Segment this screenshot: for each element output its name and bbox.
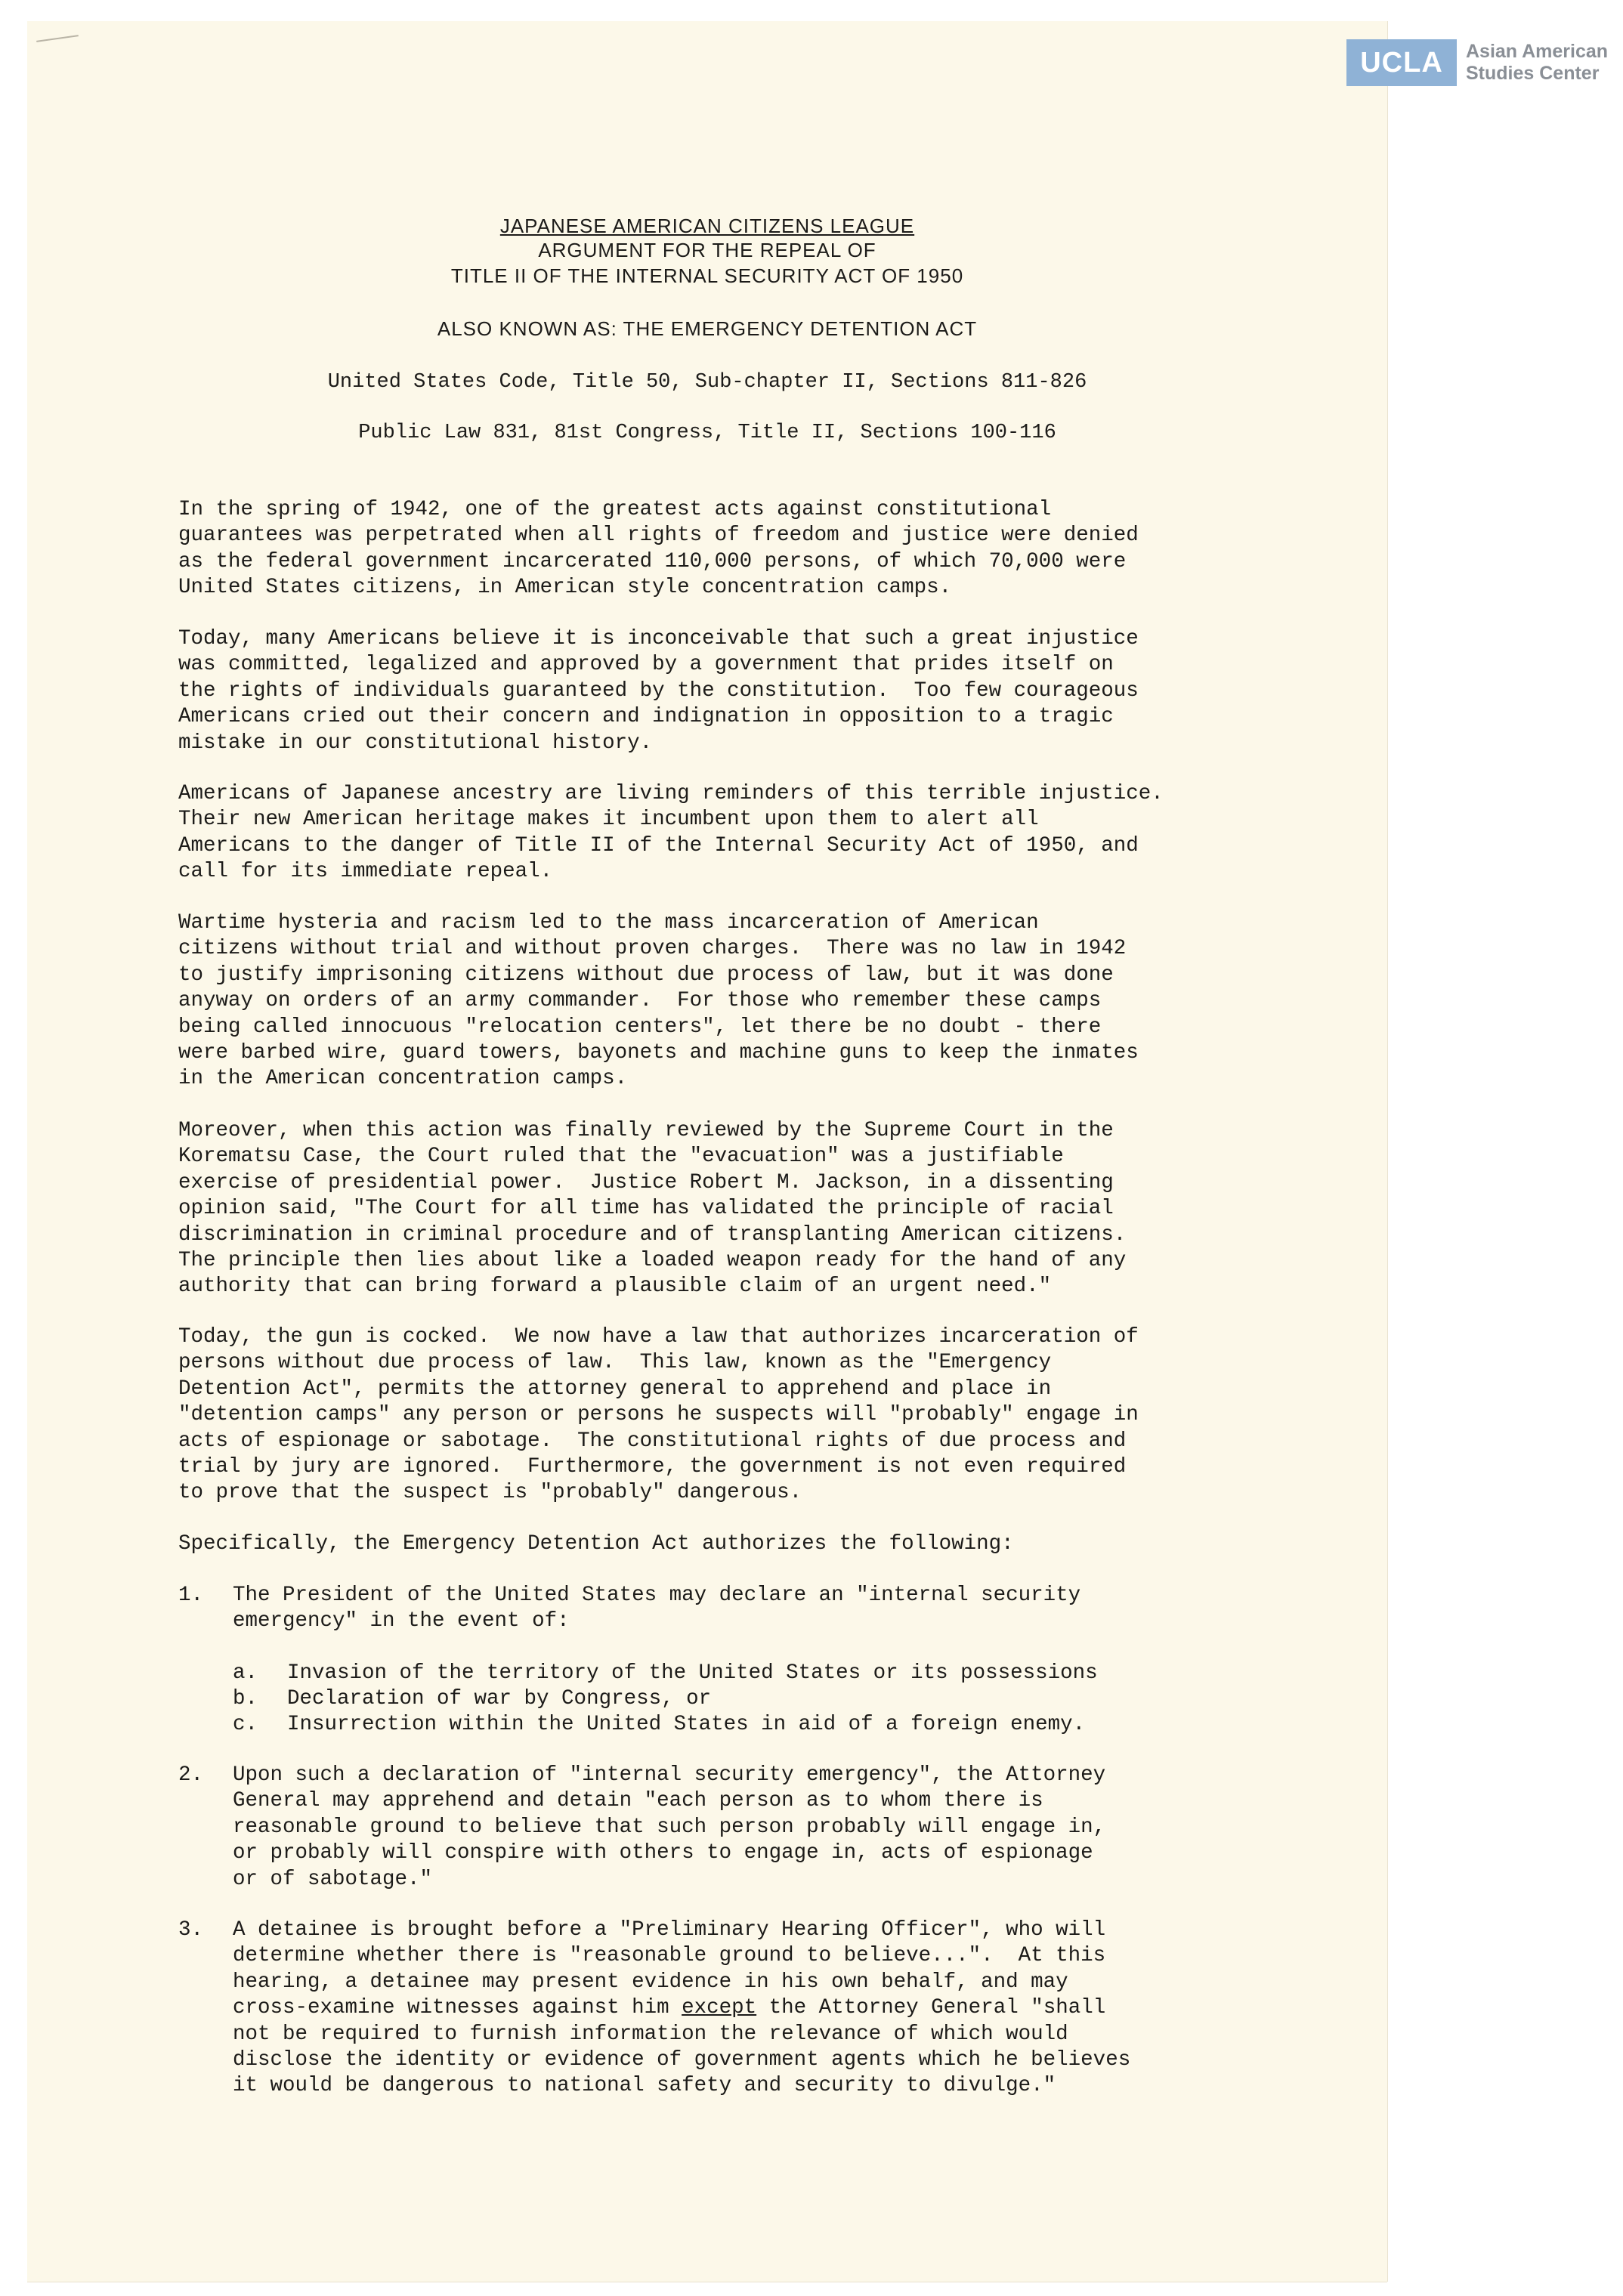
sub-item-text: Insurrection within the United States in aid of a foreign enemy. [287,1713,1086,1736]
list-item-text: The President of the United States may declare an "internal security emergency" in the event of: [233,1584,1081,1633]
paragraph-7: Specifically, the Emergency Detention Act authorizes the following: [178,1532,1014,1556]
citation-public-law: Public Law 831, 81st Congress, Title II, Sections 100-116 [358,422,1056,444]
sub-item-letter: b. [233,1687,258,1710]
paragraph-4: Wartime hysteria and racism led to the mass incarceration of American citizens without trial and without proven charges. There was no law in 1942 to justify imprisoning citizens without due process of law, but it was done anyway on orders of an army commander. For those who remember these camps being called innocuous "relocation centers", let there be no doubt - there were barbed wire, guard towers, bayonets and machine guns to keep the inmates in the American concentration camps. [178,911,1139,1091]
emphasized-word: except [682,1996,757,2020]
sub-item-text: Invasion of the territory of the United States or its possessions [287,1661,1098,1685]
list-item-number: 2. [178,1763,204,1787]
center-name-line1: Asian American [1466,41,1609,62]
list-item-text: Upon such a declaration of "internal security emergency", the Attorney General may apprehend and detain "each person as to whom there is reasonable ground to believe that such person probably will engage in, or probably will conspire with others to engage in, acts of espionage or of sabotage." [233,1763,1106,1891]
title-aka: ALSO KNOWN AS: THE EMERGENCY DETENTION ACT [437,317,978,340]
paragraph-1: In the spring of 1942, one of the greatest acts against constitutional guarantees was perpetrated when all rights of freedom and justice were denied as the federal government incarcerated 110,000 persons, of which 70,000 were United States citizens, in American style concentration camps. [178,498,1139,600]
sub-item-letter: a. [233,1661,258,1685]
sub-item [233,1686,711,1712]
sub-item [233,1712,1085,1738]
list-item-text-part: the Attorney General "shall not be required to furnish information the relevance of which would disclose the identity or evidence of government agents which he believes it would be dangerous to national safety and security to divulge." [233,1996,1131,2098]
list-item-text-part: A detainee is brought before a "Preliminary Hearing Officer", who will determine whether there is "reasonable ground to believe...". At this hearing, a detainee may present evidence in his own behalf, and may cross-examine witnesses against him [233,1918,1106,2020]
title-organization: JAPANESE AMERICAN CITIZENS LEAGUE [499,215,915,237]
paragraph-3: Americans of Japanese ancestry are living reminders of this terrible injustice. Their new American heritage makes it incumbent upon them to alert all Americans to the danger of Title II of the Internal Security Act of 1950, and call for its immediate repeal. [178,782,1164,884]
list-item-text [233,1917,1130,2100]
paragraph-6: Today, the gun is cocked. We now have a law that authorizes incarceration of persons without due process of law. This law, known as the "Emergency Detention Act", permits the attorney general to apprehend and place in "detention camps" any person or persons he suspects will "probably" engage in acts of espionage or sabotage. The constitutional rights of due process and trial by jury are ignored. Furthermore, the government is not even required to prove that the suspect is "probably" dangerous. [178,1325,1139,1505]
ucla-logo-mark: UCLA [1346,39,1457,86]
title-act: TITLE II OF THE INTERNAL SECURITY ACT OF 1950 [450,264,964,287]
paragraph-5: Moreover, when this action was finally reviewed by the Supreme Court in the Korematsu Case, the Court ruled that the "evacuation" was a justifiable exercise of presidential power. Justice Robert M. Jackson, in a dissenting opinion said, "The Court for all time has validated the principle of racial discrimination in criminal procedure and of transplanting American citizens. The principle then lies about like a loaded weapon ready for the hand of any authority that can bring forward a plausible claim of an urgent need." [178,1119,1127,1299]
paragraph-2: Today, many Americans believe it is inconceivable that such a great injustice was committed, legalized and approved by a government that prides itself on the rights of individuals guaranteed by the constitution. Too few courageous Americans cried out their concern and indignation in opposition to a tragic mistake in our constitutional history. [178,627,1139,755]
citation-us-code: United States Code, Title 50, Sub-chapter II, Sections 811-826 [327,371,1087,394]
sub-item [233,1661,1098,1686]
title-argument: ARGUMENT FOR THE REPEAL OF [538,239,876,261]
sub-item-letter: c. [233,1713,258,1736]
list-item-number: 1. [178,1584,204,1607]
sub-item-text: Declaration of war by Congress, or [287,1687,712,1710]
list-item-number: 3. [178,1918,204,1942]
center-name-line2: Studies Center [1466,63,1600,84]
